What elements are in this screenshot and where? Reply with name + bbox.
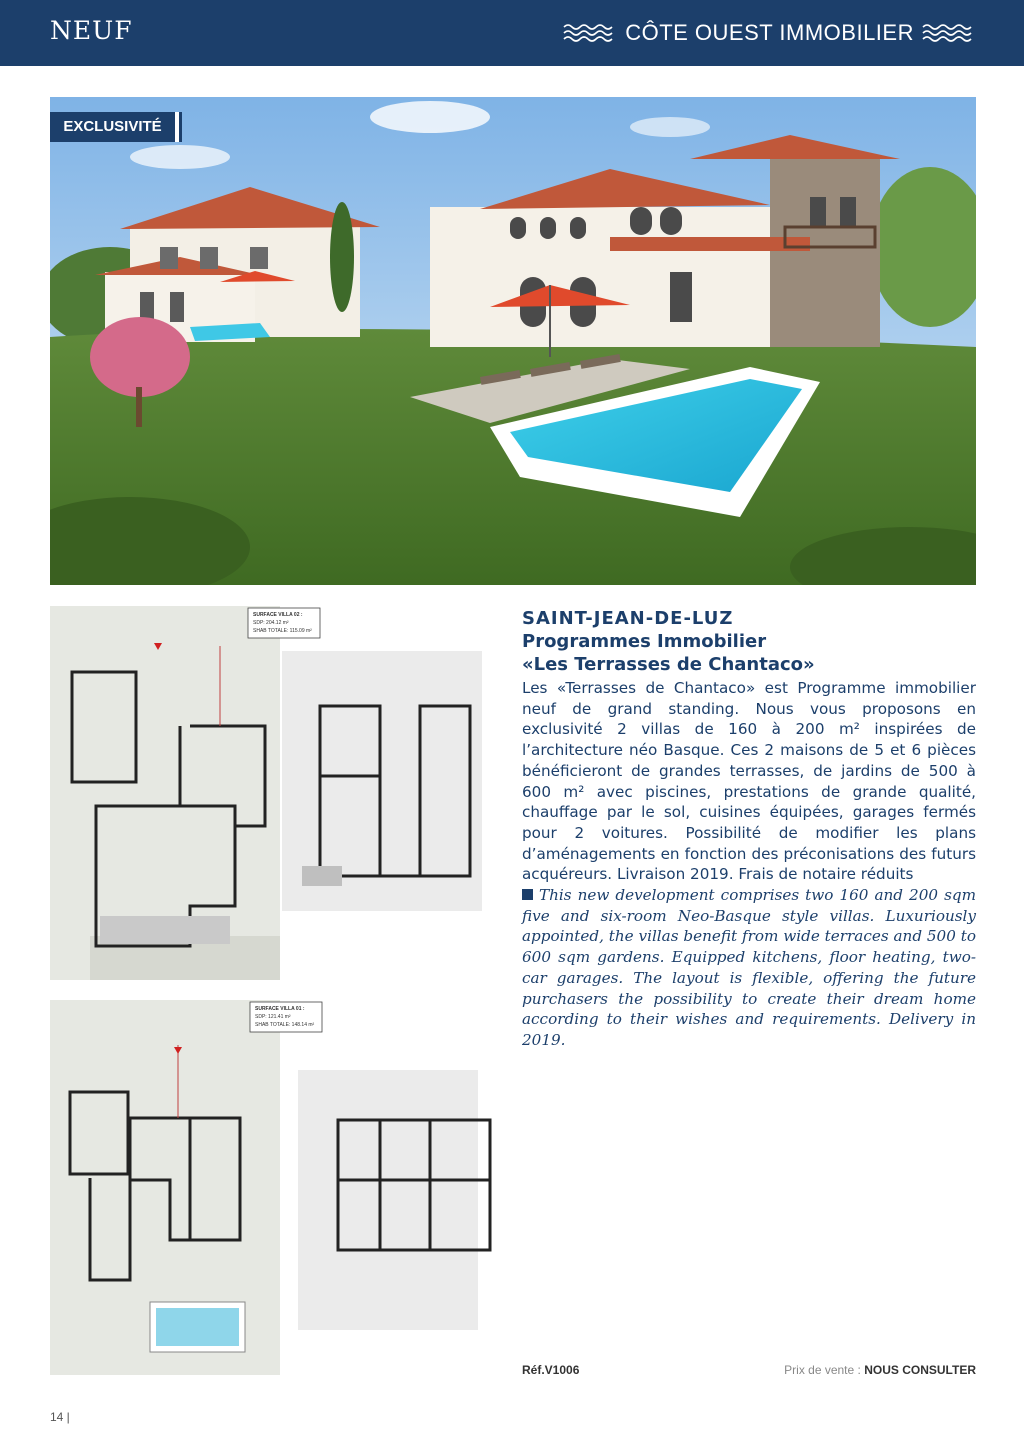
exclusivity-badge: EXCLUSIVITÉ	[50, 112, 179, 142]
brand-logo	[563, 20, 976, 46]
listing-title-line2: «Les Terrasses de Chantaco»	[522, 654, 815, 675]
plan1-shab: SHAB TOTALE: 115.09 m²	[253, 628, 312, 634]
listing-city: SAINT-JEAN-DE-LUZ	[522, 608, 734, 629]
description-french: Les «Terrasses de Chantaco» est Programme immobilier neuf de grand standing. Nous vous proposons en exclusivité 2 villas de 160 à 200 m² inspirées de l’architecture néo Basque. Ces 2 maisons de 5 et 6 pièces bénéficieront de grandes terrasses, de jardins de 500 à 600 m² avec piscines, prestations de grande qualité, chauffage par le sol, cuisines équipées, garages fermés pour 2 voitures. Possibilité de modifier les plans d’aménagements en fonction des préconisations des futurs acquéreurs. Livraison 2019. Frais de notaire réduits	[522, 679, 976, 884]
brand-name: CÔTE OUEST IMMOBILIER	[625, 20, 914, 45]
page-number: 14 |	[50, 1410, 70, 1424]
price-info	[784, 1363, 976, 1377]
hero-villa-image	[50, 97, 976, 585]
plan2-surface-title: SURFACE VILLA 01 :	[255, 1006, 305, 1012]
floor-plan-villa-02	[50, 606, 502, 980]
villa-render	[50, 97, 976, 585]
listing-title-line1: Programmes Immobilier	[522, 631, 767, 652]
page-header	[0, 0, 1024, 66]
reference-number: Réf.V1006	[522, 1363, 580, 1377]
plan2-sdp: SDP: 121.41 m²	[255, 1014, 291, 1020]
description-english-block	[522, 885, 976, 1051]
plan1-sdp: SDP: 204.12 m²	[253, 620, 289, 626]
price-value: NOUS CONSULTER	[864, 1363, 976, 1377]
listing-text-column	[522, 608, 976, 1051]
price-label: Prix de vente :	[784, 1363, 861, 1377]
wave-lines-icon	[563, 23, 617, 43]
section-title: NEUF	[50, 16, 133, 45]
plan2-shab: SHAB TOTALE: 148.14 m²	[255, 1022, 315, 1028]
plan2-surface-box	[250, 1002, 322, 1032]
plan1-surface-box	[248, 608, 320, 638]
wave-lines-icon-right	[922, 23, 976, 43]
square-bullet-icon	[522, 889, 533, 900]
description-english: This new development comprises two 160 and 200 sqm five and six-room Neo-Basque style villas. Luxuriously appointed, the villas benefit from wide terraces and 500 to 600 sqm gardens. Equipped kitchens, floor heating, two-car garages. The layout is flexible, offering the future purchasers the possibility to create their dream home according to their wishes and requirements. Delivery in 2019.	[522, 886, 976, 1049]
plan1-surface-title: SURFACE VILLA 02 :	[253, 612, 303, 618]
floor-plan-villa-01	[50, 1000, 502, 1375]
